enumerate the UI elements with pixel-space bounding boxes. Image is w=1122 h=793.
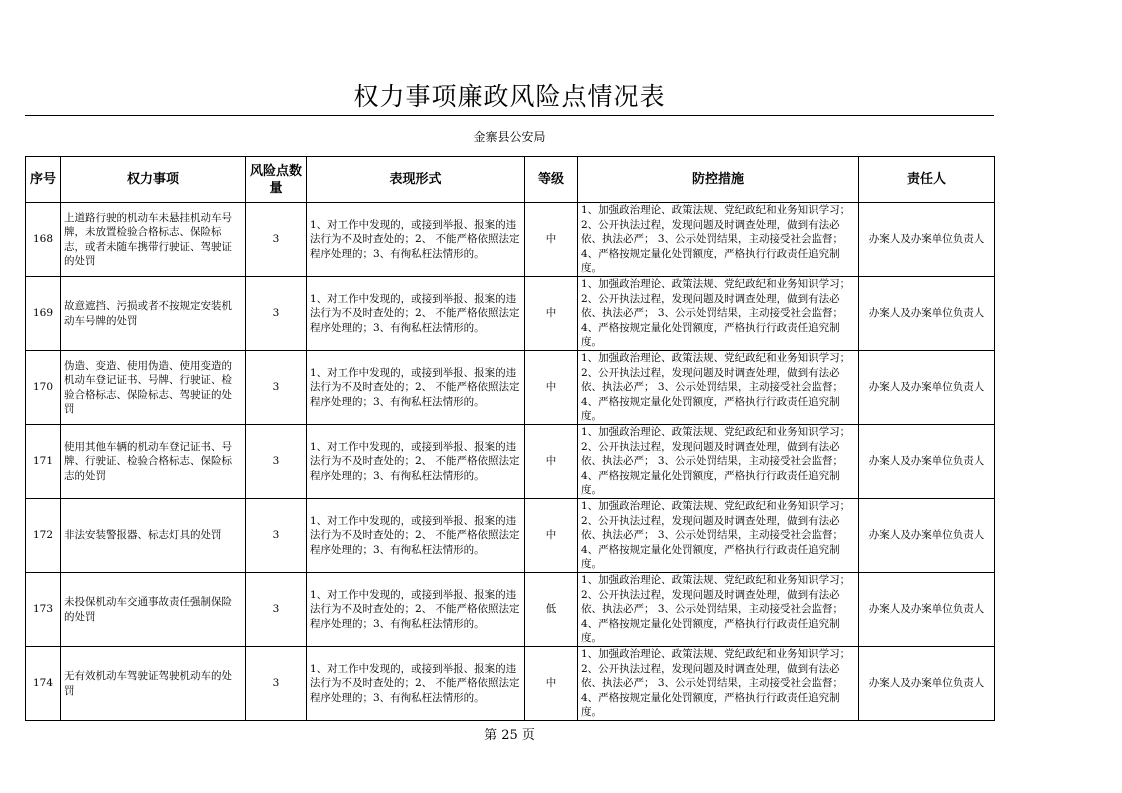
cell-seq: 168 xyxy=(26,203,61,277)
cell-responsible: 办案人及办案单位负责人 xyxy=(859,425,995,499)
cell-measures: 1、加强政治理论、政策法规、党纪政纪和业务知识学习； 2、公开执法过程，发现问题及时调查处理，做到有法必依、执法必严； 3、公示处罚结果，主动接受社会监督； 4、严格按规定量化处罚额度，严格执行行政责任追究制度。 xyxy=(578,647,859,721)
cell-form: 1、对工作中发现的，或接到举报、报案的违法行为不及时查处的；2、 不能严格依照法定程序处理的；3、有徇私枉法情形的。 xyxy=(307,203,525,277)
cell-item: 未投保机动车交通事故责任强制保险的处罚 xyxy=(61,573,246,647)
table-row xyxy=(26,573,995,647)
cell-item: 无有效机动车驾驶证驾驶机动车的处罚 xyxy=(61,647,246,721)
cell-risk-count: 3 xyxy=(246,425,307,499)
cell-risk-count: 3 xyxy=(246,277,307,351)
cell-level: 中 xyxy=(525,277,578,351)
header-measures: 防控措施 xyxy=(578,157,859,203)
cell-form: 1、对工作中发现的，或接到举报、报案的违法行为不及时查处的；2、 不能严格依照法定程序处理的；3、有徇私枉法情形的。 xyxy=(307,499,525,573)
cell-responsible: 办案人及办案单位负责人 xyxy=(859,351,995,425)
cell-level: 中 xyxy=(525,425,578,499)
table-row xyxy=(26,277,995,351)
cell-seq: 169 xyxy=(26,277,61,351)
cell-measures: 1、加强政治理论、政策法规、党纪政纪和业务知识学习； 2、公开执法过程，发现问题及时调查处理，做到有法必依、执法必严； 3、公示处罚结果，主动接受社会监督； 4、严格按规定量化处罚额度，严格执行行政责任追究制度。 xyxy=(578,573,859,647)
cell-item: 故意遮挡、污损或者不按规定安装机动车号牌的处罚 xyxy=(61,277,246,351)
cell-level: 中 xyxy=(525,647,578,721)
cell-level: 中 xyxy=(525,351,578,425)
cell-item: 上道路行驶的机动车未悬挂机动车号牌，未放置检验合格标志、保险标志，或者未随车携带行驶证、驾驶证的处罚 xyxy=(61,203,246,277)
cell-responsible: 办案人及办案单位负责人 xyxy=(859,203,995,277)
header-level: 等级 xyxy=(525,157,578,203)
table-header-row xyxy=(26,157,995,203)
cell-seq: 172 xyxy=(26,499,61,573)
cell-risk-count: 3 xyxy=(246,203,307,277)
title-rule xyxy=(25,115,994,116)
cell-measures: 1、加强政治理论、政策法规、党纪政纪和业务知识学习； 2、公开执法过程，发现问题及时调查处理，做到有法必依、执法必严； 3、公示处罚结果，主动接受社会监督； 4、严格按规定量化处罚额度，严格执行行政责任追究制度。 xyxy=(578,203,859,277)
cell-seq: 171 xyxy=(26,425,61,499)
cell-risk-count: 3 xyxy=(246,351,307,425)
cell-level: 中 xyxy=(525,203,578,277)
cell-form: 1、对工作中发现的，或接到举报、报案的违法行为不及时查处的；2、 不能严格依照法定程序处理的；3、有徇私枉法情形的。 xyxy=(307,573,525,647)
cell-measures: 1、加强政治理论、政策法规、党纪政纪和业务知识学习； 2、公开执法过程，发现问题及时调查处理，做到有法必依、执法必严； 3、公示处罚结果，主动接受社会监督； 4、严格按规定量化处罚额度，严格执行行政责任追究制度。 xyxy=(578,277,859,351)
cell-measures: 1、加强政治理论、政策法规、党纪政纪和业务知识学习； 2、公开执法过程，发现问题及时调查处理，做到有法必依、执法必严； 3、公示处罚结果，主动接受社会监督； 4、严格按规定量化处罚额度，严格执行行政责任追究制度。 xyxy=(578,499,859,573)
cell-measures: 1、加强政治理论、政策法规、党纪政纪和业务知识学习； 2、公开执法过程，发现问题及时调查处理，做到有法必依、执法必严； 3、公示处罚结果，主动接受社会监督； 4、严格按规定量化处罚额度，严格执行行政责任追究制度。 xyxy=(578,425,859,499)
cell-responsible: 办案人及办案单位负责人 xyxy=(859,499,995,573)
header-responsible: 责任人 xyxy=(859,157,995,203)
header-form: 表现形式 xyxy=(307,157,525,203)
cell-item: 伪造、变造、使用伪造、使用变造的机动车登记证书、号牌、行驶证、检验合格标志、保险标志、驾驶证的处罚 xyxy=(61,351,246,425)
table-row xyxy=(26,425,995,499)
cell-seq: 170 xyxy=(26,351,61,425)
page-number: 第 25 页 xyxy=(484,728,535,743)
cell-seq: 173 xyxy=(26,573,61,647)
header-item: 权力事项 xyxy=(61,157,246,203)
cell-risk-count: 3 xyxy=(246,573,307,647)
cell-level: 中 xyxy=(525,499,578,573)
table-row xyxy=(26,351,995,425)
agency-name: 金寨县公安局 xyxy=(473,130,546,144)
cell-form: 1、对工作中发现的，或接到举报、报案的违法行为不及时查处的；2、 不能严格依照法定程序处理的；3、有徇私枉法情形的。 xyxy=(307,647,525,721)
cell-form: 1、对工作中发现的，或接到举报、报案的违法行为不及时查处的；2、 不能严格依照法定程序处理的；3、有徇私枉法情形的。 xyxy=(307,425,525,499)
cell-item: 非法安装警报器、标志灯具的处罚 xyxy=(61,499,246,573)
table-row xyxy=(26,499,995,573)
cell-risk-count: 3 xyxy=(246,647,307,721)
risk-table xyxy=(25,156,995,721)
cell-form: 1、对工作中发现的，或接到举报、报案的违法行为不及时查处的；2、 不能严格依照法定程序处理的；3、有徇私枉法情形的。 xyxy=(307,277,525,351)
header-seq: 序号 xyxy=(26,157,61,203)
table-row xyxy=(26,203,995,277)
cell-responsible: 办案人及办案单位负责人 xyxy=(859,277,995,351)
cell-responsible: 办案人及办案单位负责人 xyxy=(859,647,995,721)
table-row xyxy=(26,647,995,721)
header-risk-count: 风险点数量 xyxy=(246,157,307,203)
cell-seq: 174 xyxy=(26,647,61,721)
cell-level: 低 xyxy=(525,573,578,647)
cell-form: 1、对工作中发现的，或接到举报、报案的违法行为不及时查处的；2、 不能严格依照法定程序处理的；3、有徇私枉法情形的。 xyxy=(307,351,525,425)
cell-responsible: 办案人及办案单位负责人 xyxy=(859,573,995,647)
cell-risk-count: 3 xyxy=(246,499,307,573)
cell-measures: 1、加强政治理论、政策法规、党纪政纪和业务知识学习； 2、公开执法过程，发现问题及时调查处理，做到有法必依、执法必严； 3、公示处罚结果，主动接受社会监督； 4、严格按规定量化处罚额度，严格执行行政责任追究制度。 xyxy=(578,351,859,425)
cell-item: 使用其他车辆的机动车登记证书、号牌、行驶证、检验合格标志、保险标志的处罚 xyxy=(61,425,246,499)
page-title: 权力事项廉政风险点情况表 xyxy=(353,82,666,111)
